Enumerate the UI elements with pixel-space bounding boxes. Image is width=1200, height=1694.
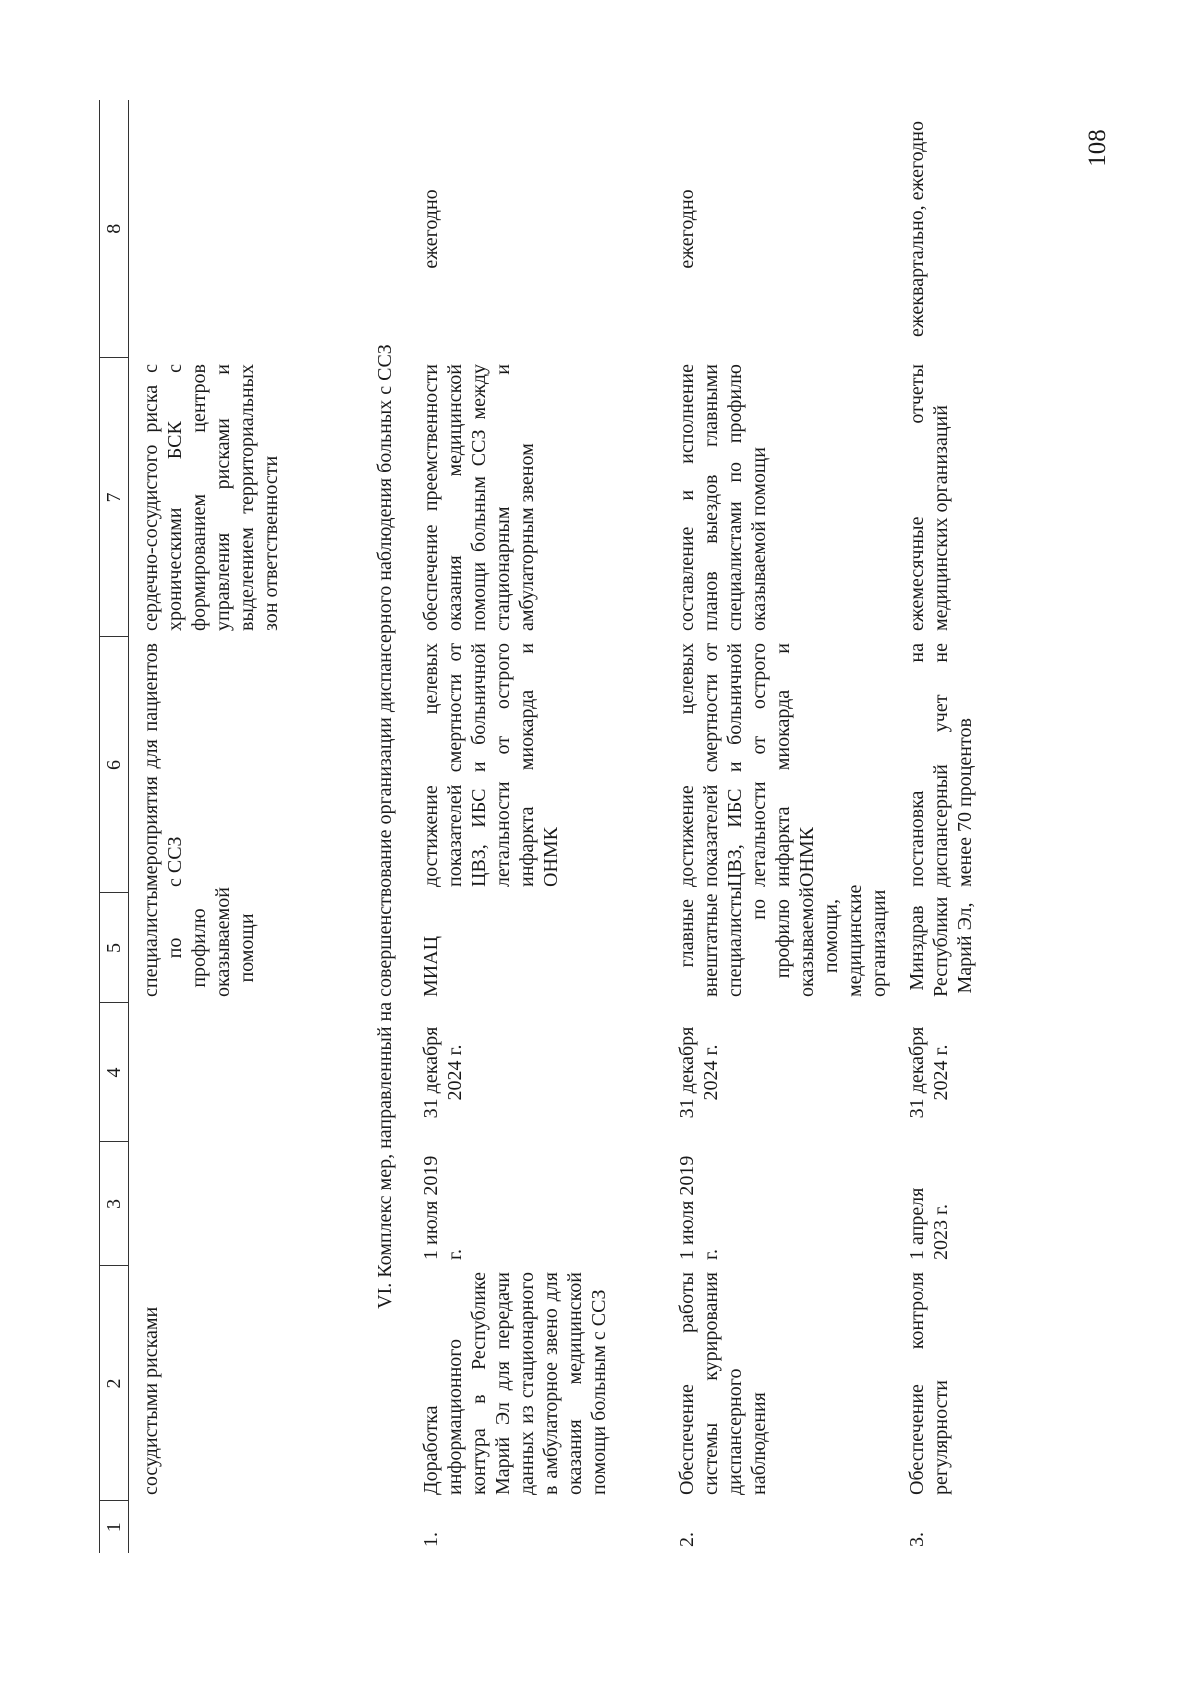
measure-text: Доработка информационного контура в Республике Марий Эл для передачи данных из стационарного в амбулаторное звено для оказания медицинской помощи больным с ССЗ <box>420 1272 610 1495</box>
cell-indicator: сердечно-сосудистого риска с хроническими БСК с формированием центров управления рисками и выделением территориальных зон ответственности <box>140 364 282 631</box>
cell-measure: сосудистыми рисками <box>140 1306 162 1495</box>
indicator: ежемесячные отчеты медицинских организаций <box>906 364 952 631</box>
row-number: 1. <box>420 1532 442 1547</box>
frequency: ежеквартально, ежегодно <box>906 121 928 337</box>
measure-text: Обеспечение контроля регулярности <box>906 1272 952 1495</box>
rotated-table-wrapper <box>99 100 1049 1553</box>
frequency: ежегодно <box>420 189 442 269</box>
end-date: 31 декабря 2024 г. <box>676 1026 722 1119</box>
table-row <box>897 100 1025 1553</box>
indicator: составление и исполнение планов выездов главными специалистами по профилю оказываемой помощи <box>676 364 770 631</box>
responsible: главные внештатные специалисты по профилю оказываемой помощи, медицинские организации <box>676 884 890 997</box>
col-header-1: 1 <box>100 1501 129 1553</box>
cell-frequency <box>129 100 366 358</box>
cell-num <box>129 1501 366 1553</box>
table-row <box>411 100 667 1553</box>
start-date: 1 апреля 2023 г. <box>906 1187 952 1260</box>
col-header-7: 7 <box>100 358 129 637</box>
col-header-4: 4 <box>100 1003 129 1142</box>
col-header-3: 3 <box>100 1142 129 1266</box>
start-date: 1 июля 2019 г. <box>420 1155 466 1260</box>
column-number-header <box>100 100 129 1553</box>
end-date: 31 декабря 2024 г. <box>420 1026 466 1119</box>
section-title: VI. Комплекс мер, направленный на совершенствование организации диспансерного наблюдения больных с ССЗ <box>374 344 396 1309</box>
cell-start <box>129 1142 366 1266</box>
col-header-8: 8 <box>100 100 129 358</box>
cell-result: мероприятия для пациентов с ССЗ <box>140 643 186 887</box>
expected-result: постановка на диспансерный учет не менее 70 процентов <box>906 643 976 887</box>
measure-text: Обеспечение работы системы курирования диспансерного наблюдения <box>676 1272 770 1495</box>
end-date: 31 декабря 2024 г. <box>906 1026 952 1119</box>
indicator: обеспечение преемственности оказания медицинской помощи больным ССЗ между стационарным и амбулаторным звеном <box>420 364 538 631</box>
cell-end <box>129 1003 366 1142</box>
measures-table <box>99 100 1025 1553</box>
expected-result: достижение целевых показателей смертности от ЦВЗ, ИБС и больничной летальности от острого инфаркта миокарда и ОНМК <box>420 643 562 887</box>
start-date: 1 июля 2019 г. <box>676 1155 722 1260</box>
section-heading-row <box>365 100 411 1553</box>
frequency: ежегодно <box>676 189 698 269</box>
col-header-6: 6 <box>100 637 129 893</box>
expected-result: достижение целевых показателей смертности от ЦВЗ, ИБС и больничной летальности от острого инфаркта миокарда и ОНМК <box>676 643 818 887</box>
table-row <box>667 100 897 1553</box>
row-number: 2. <box>676 1532 698 1547</box>
row-number: 3. <box>906 1532 928 1547</box>
continuation-row <box>129 100 366 1553</box>
page-number: 108 <box>1084 129 1111 167</box>
responsible: Минздрав Республики Марий Эл, <box>906 896 976 997</box>
cell-responsible: специалисты по профилю оказываемой помощи <box>140 886 258 997</box>
col-header-2: 2 <box>100 1266 129 1501</box>
col-header-5: 5 <box>100 893 129 1003</box>
responsible: МИАЦ <box>420 935 442 997</box>
